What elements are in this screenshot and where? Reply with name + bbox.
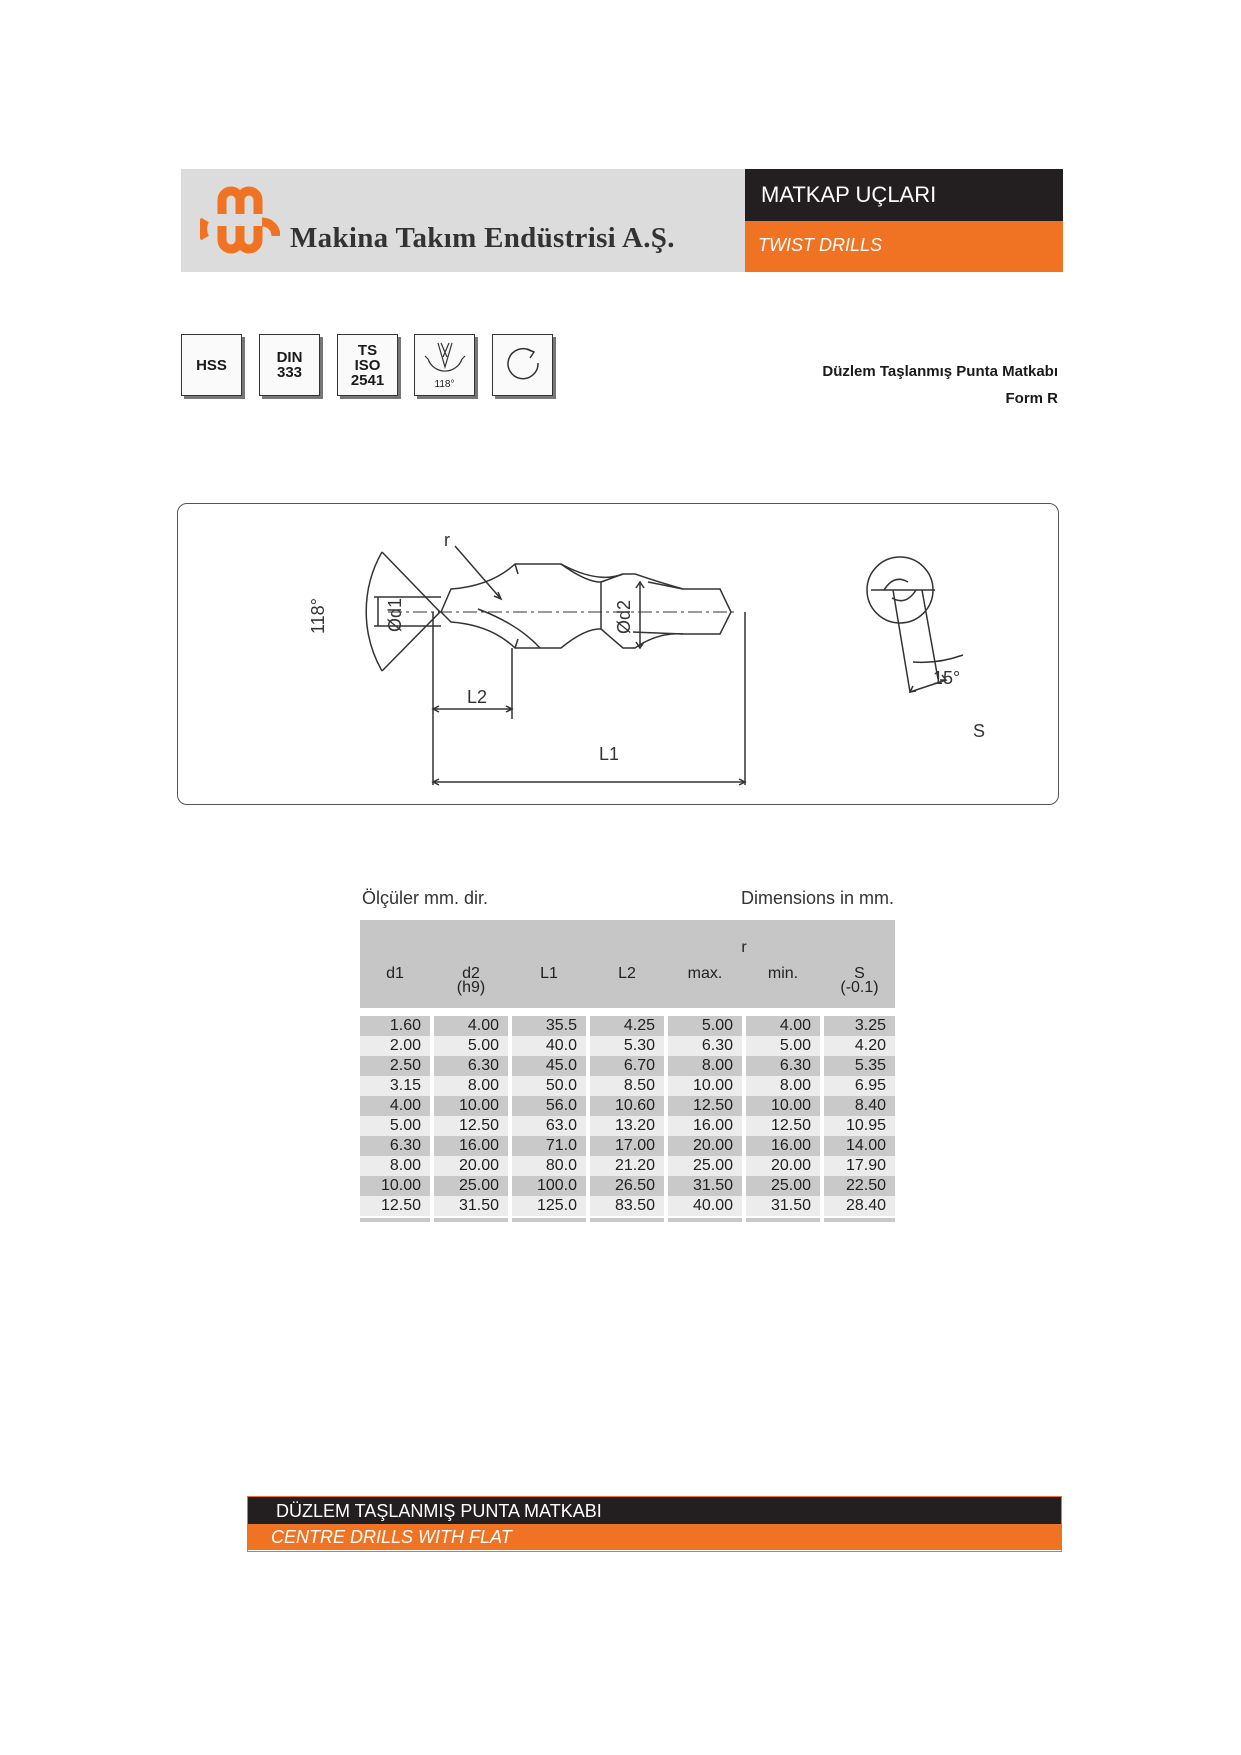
- table-cell: 25.00: [746, 1176, 820, 1196]
- col-l2: L2: [618, 965, 636, 982]
- badge-hss: [181, 334, 242, 396]
- col-r: r: [741, 939, 747, 956]
- table-row: [360, 1196, 895, 1216]
- table-cell: 20.00: [434, 1156, 508, 1176]
- table-cell: 28.40: [824, 1196, 895, 1216]
- table-cell: 17.00: [590, 1136, 664, 1156]
- table-cell: 16.00: [668, 1116, 742, 1136]
- col-r-max: max.: [687, 965, 723, 982]
- table-cell: 5.35: [824, 1056, 895, 1076]
- company-name: Makina Takım Endüstrisi A.Ş.: [290, 222, 675, 254]
- table-cell: 4.00: [746, 1016, 820, 1036]
- table-cell: 71.0: [512, 1136, 586, 1156]
- table-cell: 22.50: [824, 1176, 895, 1196]
- table-cell: 6.70: [590, 1056, 664, 1076]
- table-cell: 20.00: [668, 1136, 742, 1156]
- table-caption-tr: Ölçüler mm. dir.: [362, 888, 489, 908]
- table-cell: 45.0: [512, 1056, 586, 1076]
- table-cell: 8.50: [590, 1076, 664, 1096]
- drill-point-angle-icon: [420, 339, 470, 377]
- technical-drawing: [177, 503, 1059, 805]
- col-r-min: min.: [767, 965, 799, 982]
- table-cell: 5.00: [668, 1016, 742, 1036]
- table-row: [360, 1116, 895, 1136]
- table-cell: 3.25: [824, 1016, 895, 1036]
- l1-label: L1: [599, 744, 620, 764]
- table-cell: 56.0: [512, 1096, 586, 1116]
- table-cell: 25.00: [668, 1156, 742, 1176]
- table-cell: 8.00: [360, 1156, 430, 1176]
- badge-din: [259, 334, 320, 396]
- footer-banner: [247, 1496, 1062, 1552]
- badge-line: ISO: [354, 356, 381, 374]
- rotation-direction-icon: [501, 343, 545, 387]
- table-cell: 50.0: [512, 1076, 586, 1096]
- table-cell: 83.50: [590, 1196, 664, 1216]
- table-cell: 5.00: [360, 1116, 430, 1136]
- col-s: S: [854, 965, 865, 982]
- table-cell: 10.60: [590, 1096, 664, 1116]
- radius-label: r: [444, 530, 450, 550]
- table-cell: 16.00: [434, 1136, 508, 1156]
- col-d2-tolerance: (h9): [456, 979, 486, 996]
- table-cell: 8.40: [824, 1096, 895, 1116]
- table-cell: 10.00: [360, 1176, 430, 1196]
- table-cell: 1.60: [360, 1016, 430, 1036]
- badge-line: 333: [276, 364, 303, 381]
- table-cell: 4.00: [434, 1016, 508, 1036]
- table-cell: 10.95: [824, 1116, 895, 1136]
- table-caption-en: Dimensions in mm.: [740, 888, 894, 908]
- col-s-tolerance: (-0.1): [840, 979, 879, 996]
- badge-rotation: [492, 334, 553, 396]
- table-row: [360, 1016, 895, 1036]
- table-cell: 10.00: [668, 1076, 742, 1096]
- table-cell: 4.20: [824, 1036, 895, 1056]
- flat-angle-label: 15°: [933, 668, 961, 688]
- table-cell: 2.00: [360, 1036, 430, 1056]
- table-cell: 8.00: [668, 1056, 742, 1076]
- table-cell: 6.30: [668, 1036, 742, 1056]
- table-cell: 2.50: [360, 1056, 430, 1076]
- table-cell: 13.20: [590, 1116, 664, 1136]
- l2-label: L2: [467, 687, 488, 707]
- table-cell: 63.0: [512, 1116, 586, 1136]
- table-cell: 14.00: [824, 1136, 895, 1156]
- table-cell: 12.50: [360, 1196, 430, 1216]
- table-cell: 16.00: [746, 1136, 820, 1156]
- table-cell: 3.15: [360, 1076, 430, 1096]
- table-cell: 12.50: [434, 1116, 508, 1136]
- table-cell: 8.00: [434, 1076, 508, 1096]
- table-row: [360, 1156, 895, 1176]
- table-cell: 6.30: [434, 1056, 508, 1076]
- product-title-tr: Düzlem Taşlanmış Punta Matkabı: [822, 363, 1058, 380]
- table-cell: 8.00: [746, 1076, 820, 1096]
- table-cell: 125.0: [512, 1196, 586, 1216]
- table-cell: 5.00: [746, 1036, 820, 1056]
- table-cell: 100.0: [512, 1176, 586, 1196]
- table-cell: 12.50: [746, 1116, 820, 1136]
- badge-line: 2541: [350, 371, 385, 389]
- s-label: S: [973, 721, 986, 741]
- badge-line: HSS: [196, 356, 227, 374]
- table-cell: 80.0: [512, 1156, 586, 1176]
- table-cell: 21.20: [590, 1156, 664, 1176]
- category-title-en: TWIST DRILLS: [745, 221, 1063, 272]
- table-cell: 17.90: [824, 1156, 895, 1176]
- table-cell: 26.50: [590, 1176, 664, 1196]
- table-cell: 31.50: [434, 1196, 508, 1216]
- table-row: [360, 1036, 895, 1056]
- product-title: [822, 358, 1058, 412]
- table-cell: 10.00: [434, 1096, 508, 1116]
- table-cell: 4.25: [590, 1016, 664, 1036]
- table-row: [360, 1096, 895, 1116]
- badge-ts-iso: [337, 334, 398, 396]
- badge-line: TS: [357, 341, 378, 359]
- col-l1: L1: [540, 965, 558, 982]
- d2-label: Ød2: [614, 599, 634, 634]
- table-row: [360, 1176, 895, 1196]
- table-cell: 5.00: [434, 1036, 508, 1056]
- table-cell: 10.00: [746, 1096, 820, 1116]
- company-logo: [200, 180, 280, 260]
- table-cell: 12.50: [668, 1096, 742, 1116]
- table-body: [360, 1016, 895, 1216]
- table-cell: 31.50: [668, 1176, 742, 1196]
- badge-point-angle: [414, 334, 475, 396]
- footer-title-tr: DÜZLEM TAŞLANMIŞ PUNTA MATKABI: [248, 1497, 1061, 1524]
- table-cell: 31.50: [746, 1196, 820, 1216]
- badge-line: DIN: [276, 349, 303, 366]
- table-cell: 40.00: [668, 1196, 742, 1216]
- col-d2: d2: [462, 965, 480, 982]
- table-cell: 40.0: [512, 1036, 586, 1056]
- table-cell: 5.30: [590, 1036, 664, 1056]
- d1-label: Ød1: [385, 597, 405, 632]
- table-row: [360, 1056, 895, 1076]
- table-cell: 4.00: [360, 1096, 430, 1116]
- table-cell: 6.30: [746, 1056, 820, 1076]
- table-cell: 35.5: [512, 1016, 586, 1036]
- footer-title-en: CENTRE DRILLS WITH FLAT: [248, 1524, 1061, 1550]
- col-d1: d1: [386, 965, 404, 982]
- product-form: Form R: [1005, 390, 1058, 407]
- table-row: [360, 1136, 895, 1156]
- angle-label: 118°: [308, 598, 328, 634]
- table-cell: 6.30: [360, 1136, 430, 1156]
- point-angle-caption: 118°: [434, 378, 455, 390]
- category-title-tr: MATKAP UÇLARI: [745, 169, 1063, 221]
- table-cell: 6.95: [824, 1076, 895, 1096]
- table-header: [360, 920, 895, 1008]
- table-footer-bar: [360, 1218, 895, 1222]
- table-row: [360, 1076, 895, 1096]
- table-cell: 25.00: [434, 1176, 508, 1196]
- table-cell: 20.00: [746, 1156, 820, 1176]
